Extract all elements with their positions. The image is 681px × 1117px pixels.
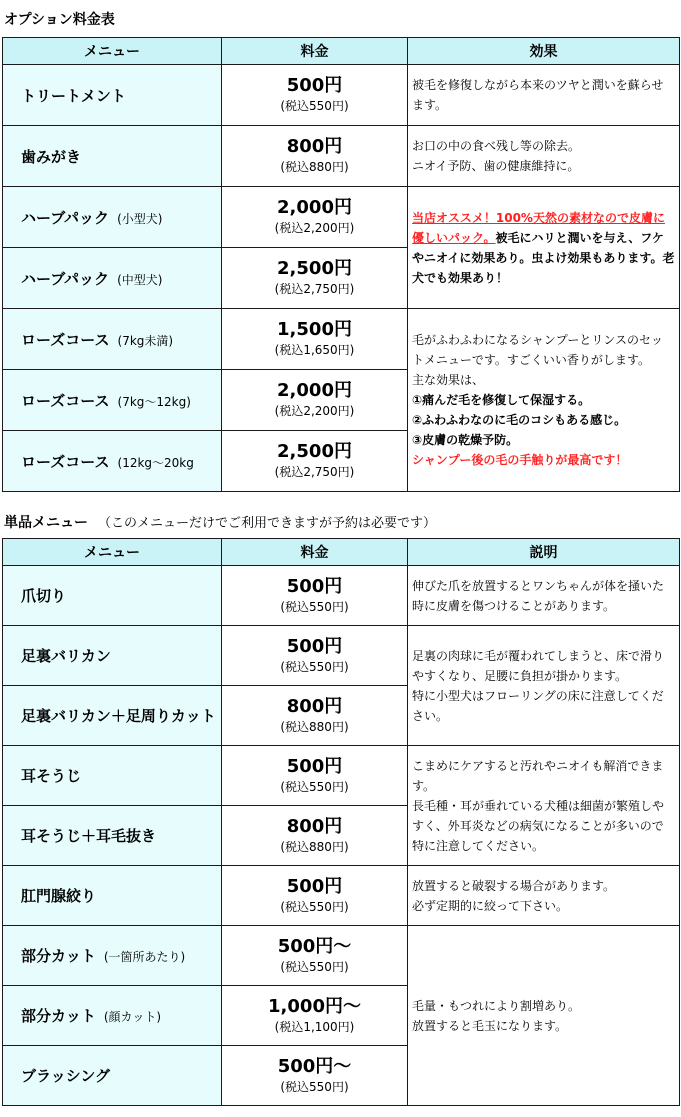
tax-text: (税込2,750円) bbox=[274, 465, 355, 479]
tax-text: (税込880円) bbox=[280, 160, 349, 174]
effect-cell bbox=[408, 126, 680, 187]
header-price: 料金 bbox=[222, 539, 408, 566]
effect-cell bbox=[408, 309, 680, 492]
table-row bbox=[3, 926, 680, 986]
table-row bbox=[3, 866, 680, 926]
description-text: 毛量・もつれにより割増あり。 bbox=[412, 998, 581, 1013]
menu-name-text: ハーブパック bbox=[21, 269, 110, 288]
menu-name bbox=[3, 746, 222, 806]
tax-text: (税込550円) bbox=[280, 99, 349, 113]
menu-name bbox=[3, 866, 222, 926]
tax-text: (税込880円) bbox=[280, 839, 349, 854]
table-row bbox=[3, 309, 680, 370]
description-text: 必ず定期的に絞って下さい。 bbox=[412, 898, 569, 913]
tax-text: (税込2,200円) bbox=[274, 404, 355, 418]
menu-price bbox=[222, 431, 408, 492]
menu-sub-text: (12kg～20kg bbox=[117, 455, 194, 470]
effect-cell bbox=[408, 65, 680, 126]
tax-text: (税込2,200円) bbox=[274, 221, 355, 235]
price-text: 800円 bbox=[286, 136, 343, 157]
table-row bbox=[3, 746, 680, 806]
tax-text: (税込550円) bbox=[280, 779, 349, 794]
effect-text: ③皮膚の乾燥予防。 bbox=[412, 433, 519, 447]
description-text: 放置すると破裂する場合があります。 bbox=[412, 878, 616, 893]
effect-text: ②ふわふわなのに毛のコシもある感じ。 bbox=[412, 413, 627, 427]
option-title-text: オプション料金表 bbox=[4, 12, 115, 28]
menu-name-text: 足裏バリカン bbox=[21, 647, 111, 665]
price-text: 2,000円 bbox=[277, 197, 352, 218]
description-cell bbox=[408, 866, 680, 926]
menu-name bbox=[3, 806, 222, 866]
price-text: 800円 bbox=[286, 695, 343, 717]
menu-name-text: 足裏バリカン＋足周りカット bbox=[21, 707, 216, 725]
tax-text: (税込1,100円) bbox=[274, 1019, 355, 1034]
effect-cell bbox=[408, 187, 680, 309]
tax-text: (税込1,650円) bbox=[274, 343, 355, 357]
tax-text: (税込2,750円) bbox=[274, 282, 355, 296]
price-text: 500円 bbox=[286, 875, 343, 897]
description-cell bbox=[408, 626, 680, 746]
description-text: 足裏の肉球に毛が覆われてしまうと、床で滑りやすくなり、足腰に負担が掛かります。 bbox=[412, 648, 665, 683]
menu-name-text: 歯みがき bbox=[21, 147, 82, 166]
menu-price bbox=[222, 126, 408, 187]
effect-text: 被毛を修復しながら本来のツヤと潤いを蘇らせます。 bbox=[412, 78, 664, 112]
tax-text: (税込550円) bbox=[280, 1079, 349, 1094]
menu-name bbox=[3, 926, 222, 986]
table-row bbox=[3, 126, 680, 187]
menu-name bbox=[3, 126, 222, 187]
menu-price bbox=[222, 309, 408, 370]
menu-name bbox=[3, 431, 222, 492]
option-price-table bbox=[2, 37, 680, 492]
menu-name-text: ローズコース bbox=[21, 391, 110, 410]
price-text: 500円～ bbox=[277, 935, 352, 957]
menu-price bbox=[222, 866, 408, 926]
option-section-title bbox=[4, 9, 115, 29]
menu-price bbox=[222, 686, 408, 746]
effect-text: お口の中の食べ残し等の除去。 bbox=[412, 139, 581, 153]
tax-text: (税込550円) bbox=[280, 959, 349, 974]
effect-text: ①痛んだ毛を修復して保湿する。 bbox=[412, 393, 591, 407]
table-row bbox=[3, 626, 680, 686]
price-text: 500円 bbox=[286, 75, 343, 96]
menu-sub-text: (小型犬) bbox=[117, 211, 163, 226]
effect-highlight-text: シャンプー後の毛の手触りが最高です！ bbox=[412, 453, 628, 467]
menu-name-text: ローズコース bbox=[21, 452, 110, 471]
table-row bbox=[3, 566, 680, 626]
header-effect: 効果 bbox=[408, 38, 680, 65]
description-text: こまめにケアすると汚れやニオイも解消できます。 bbox=[412, 758, 664, 793]
menu-price bbox=[222, 65, 408, 126]
description-text: 特に小型犬はフローリングの床に注意してください。 bbox=[412, 688, 664, 723]
menu-name-text: ハーブパック bbox=[21, 208, 110, 227]
tax-text: (税込880円) bbox=[280, 719, 349, 734]
menu-price bbox=[222, 566, 408, 626]
menu-sub-text: (中型犬) bbox=[117, 272, 163, 287]
menu-name bbox=[3, 1046, 222, 1106]
menu-name bbox=[3, 566, 222, 626]
menu-price bbox=[222, 746, 408, 806]
menu-price bbox=[222, 370, 408, 431]
menu-name-text: ローズコース bbox=[21, 330, 110, 349]
price-text: 500円 bbox=[286, 635, 343, 657]
menu-name-text: 耳そうじ＋耳毛抜き bbox=[21, 827, 157, 845]
menu-sub-text: (7kg未満) bbox=[117, 333, 174, 348]
menu-sub-text: (顔カット) bbox=[103, 1010, 162, 1024]
description-cell bbox=[408, 566, 680, 626]
menu-name bbox=[3, 65, 222, 126]
menu-name-text: ブラッシング bbox=[21, 1067, 111, 1085]
price-text: 500円 bbox=[286, 755, 343, 777]
effect-text: ニオイ予防、歯の健康維持に。 bbox=[412, 159, 580, 173]
price-text: 2,500円 bbox=[277, 441, 352, 462]
menu-name bbox=[3, 986, 222, 1046]
effect-text: 毛がふわふわになるシャンプーとリンスのセットメニューです。すごくいい香りがします。 bbox=[412, 333, 664, 367]
menu-name bbox=[3, 626, 222, 686]
menu-sub-text: (一箇所あたり) bbox=[103, 950, 186, 964]
single-title-text: 単品メニュー bbox=[4, 515, 88, 531]
description-cell bbox=[408, 926, 680, 1106]
header-menu: メニュー bbox=[3, 539, 222, 566]
menu-price bbox=[222, 1046, 408, 1106]
menu-price bbox=[222, 187, 408, 248]
menu-price bbox=[222, 926, 408, 986]
menu-name-text: 爪切り bbox=[21, 587, 67, 605]
single-menu-table bbox=[2, 538, 680, 1106]
menu-name-text: 耳そうじ bbox=[21, 767, 82, 785]
tax-text: (税込550円) bbox=[280, 599, 349, 614]
menu-price bbox=[222, 806, 408, 866]
price-text: 500円 bbox=[286, 575, 343, 597]
header-price: 料金 bbox=[222, 38, 408, 65]
menu-name-text: 肛門腺絞り bbox=[21, 887, 97, 905]
menu-name bbox=[3, 309, 222, 370]
menu-name bbox=[3, 686, 222, 746]
tax-text: (税込550円) bbox=[280, 899, 349, 914]
header-description: 説明 bbox=[408, 539, 680, 566]
price-text: 1,000円～ bbox=[268, 995, 361, 1017]
price-text: 500円～ bbox=[277, 1055, 352, 1077]
description-text: 放置すると毛玉になります。 bbox=[412, 1018, 568, 1033]
price-text: 1,500円 bbox=[277, 319, 352, 340]
effect-text: 主な効果は、 bbox=[412, 373, 485, 387]
price-text: 800円 bbox=[286, 815, 343, 837]
price-text: 2,000円 bbox=[277, 380, 352, 401]
menu-price bbox=[222, 626, 408, 686]
menu-price bbox=[222, 986, 408, 1046]
header-menu: メニュー bbox=[3, 38, 222, 65]
menu-name-text: 部分カット bbox=[21, 1007, 96, 1025]
menu-sub-text: (7kg～12kg) bbox=[117, 394, 191, 409]
description-cell bbox=[408, 746, 680, 866]
description-text: 伸びた爪を放置するとワンちゃんが体を掻いた時に皮膚を傷つけることがあります。 bbox=[412, 578, 665, 613]
menu-name bbox=[3, 370, 222, 431]
menu-price bbox=[222, 248, 408, 309]
effect-text: 被毛にハリと潤いを与え、フケやニオイに効果あり。虫よけ効果もあります。老犬でも効果あり！ bbox=[412, 230, 675, 285]
menu-name bbox=[3, 187, 222, 248]
menu-name bbox=[3, 248, 222, 309]
tax-text: (税込550円) bbox=[280, 659, 349, 674]
single-section-title bbox=[4, 512, 436, 532]
table-row bbox=[3, 65, 680, 126]
table-row bbox=[3, 187, 680, 248]
description-text: 長毛種・耳が垂れている犬種は細菌が繁殖しやすく、外耳炎などの病気になることが多いので特に注意してください。 bbox=[412, 798, 665, 853]
menu-name-text: 部分カット bbox=[21, 947, 96, 965]
single-note-text: （このメニューだけでご利用できますが予約は必要です） bbox=[98, 516, 437, 531]
price-text: 2,500円 bbox=[277, 258, 352, 279]
menu-name-text: トリートメント bbox=[21, 86, 126, 105]
effect-highlight-text: 当店オススメ！100%天然の素材なので皮膚に優しいパック。 bbox=[412, 210, 665, 245]
